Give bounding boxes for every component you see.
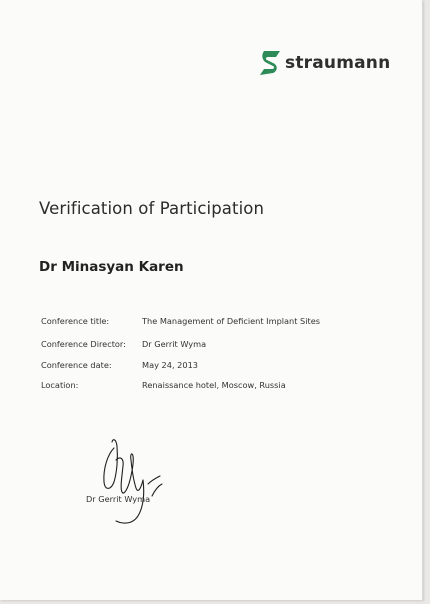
straumann-logo	[259, 50, 390, 76]
field-value: Renaissance hotel, Moscow, Russia	[142, 380, 286, 390]
participant-name: Dr Minasyan Karen	[39, 259, 184, 275]
document-title: Verification of Participation	[39, 199, 265, 218]
field-label: Location:	[41, 380, 79, 390]
straumann-s-icon	[259, 50, 281, 76]
field-label: Conference Director:	[41, 339, 126, 349]
handwritten-signature	[86, 436, 176, 531]
brand-name: straumann	[285, 53, 391, 73]
field-value: May 24, 2013	[142, 360, 198, 370]
signatory-name: Dr Gerrit Wyma	[86, 494, 151, 504]
field-label: Conference title:	[41, 316, 110, 326]
field-label: Conference date:	[41, 360, 112, 370]
field-value: The Management of Deficient Implant Sites	[142, 316, 321, 326]
field-value: Dr Gerrit Wyma	[142, 339, 207, 349]
